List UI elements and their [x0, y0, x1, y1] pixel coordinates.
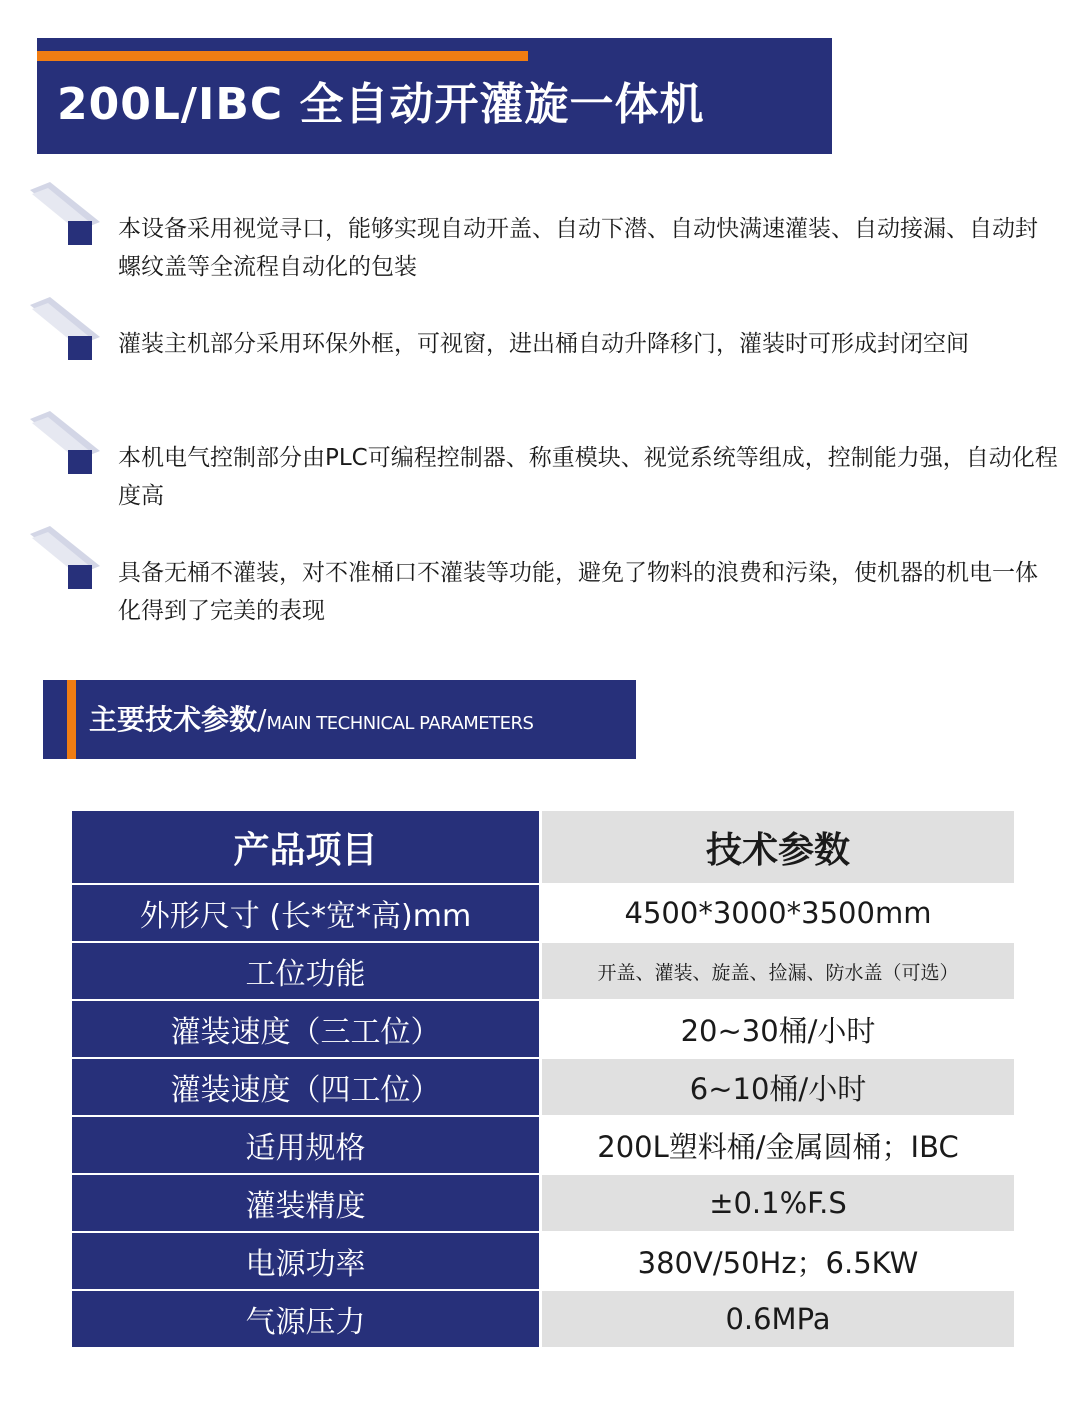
bullet-square-icon — [68, 336, 92, 360]
section-title-slash: / — [257, 703, 267, 736]
table-header-row — [72, 811, 1014, 883]
table-row — [72, 943, 1014, 999]
column-header-value: 技术参数 — [542, 811, 1014, 883]
bullet-square-icon — [68, 450, 92, 474]
table-row — [72, 1117, 1014, 1173]
table-row — [72, 885, 1014, 941]
feature-item-1 — [30, 182, 1060, 282]
row-item: 电源功率 — [72, 1233, 542, 1289]
table-row — [72, 1233, 1014, 1289]
column-header-item: 产品项目 — [72, 811, 542, 883]
table-row — [72, 1059, 1014, 1115]
row-value: 20~30桶/小时 — [542, 1001, 1014, 1057]
bullet-square-icon — [68, 565, 92, 589]
section-title-cn: 主要技术参数 — [89, 703, 258, 736]
feature-item-2 — [30, 297, 1060, 397]
table-row — [72, 1291, 1014, 1347]
row-item: 工位功能 — [72, 943, 542, 999]
row-value: 6~10桶/小时 — [542, 1059, 1014, 1115]
row-value: 0.6MPa — [542, 1291, 1014, 1347]
feature-item-4 — [30, 526, 1060, 626]
page-title: 200L/IBC 全自动开灌旋一体机 — [57, 79, 705, 130]
row-value: 200L塑料桶/金属圆桶；IBC — [542, 1117, 1014, 1173]
feature-text: 本设备采用视觉寻口，能够实现自动开盖、自动下潜、自动快满速灌装、自动接漏、自动封螺纹盖等全流程自动化的包装 — [118, 216, 1038, 280]
feature-text: 具备无桶不灌装，对不准桶口不灌装等功能，避免了物料的浪费和污染，使机器的机电一体化得到了完美的表现 — [118, 560, 1038, 624]
section-title-en: MAIN TECHNICAL PARAMETERS — [266, 713, 534, 734]
row-item: 灌装速度（四工位） — [72, 1059, 542, 1115]
row-item: 灌装精度 — [72, 1175, 542, 1231]
table-row — [72, 1175, 1014, 1231]
section-accent-bar — [67, 680, 76, 759]
row-item: 外形尺寸 (长*宽*高)mm — [72, 885, 542, 941]
row-value: 4500*3000*3500mm — [542, 885, 1014, 941]
row-value: ±0.1%F.S — [542, 1175, 1014, 1231]
section-title — [89, 698, 533, 738]
bullet-square-icon — [68, 221, 92, 245]
section-header — [43, 680, 636, 759]
spec-table — [72, 809, 1014, 1349]
row-item: 灌装速度（三工位） — [72, 1001, 542, 1057]
feature-text: 本机电气控制部分由PLC可编程控制器、称重模块、视觉系统等组成，控制能力强，自动化程度高 — [118, 445, 1058, 509]
feature-item-3 — [30, 411, 1060, 511]
row-value: 开盖、灌装、旋盖、捡漏、防水盖（可选） — [542, 943, 1014, 999]
row-value: 380V/50Hz；6.5KW — [542, 1233, 1014, 1289]
row-item: 气源压力 — [72, 1291, 542, 1347]
feature-text: 灌装主机部分采用环保外框，可视窗，进出桶自动升降移门，灌装时可形成封闭空间 — [118, 331, 969, 357]
row-item: 适用规格 — [72, 1117, 542, 1173]
title-accent-line — [37, 51, 528, 61]
title-banner — [37, 38, 832, 154]
table-row — [72, 1001, 1014, 1057]
